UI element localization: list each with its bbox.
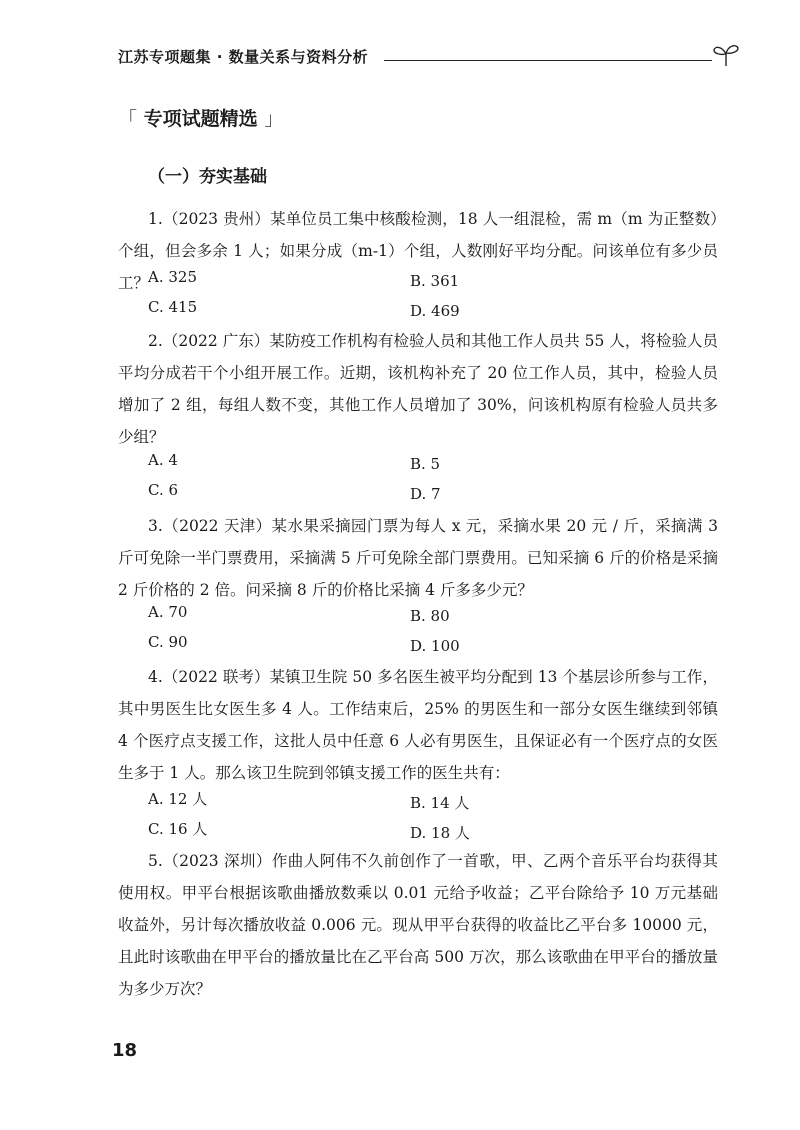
question-3: 3.（2022 天津）某水果采摘园门票为每人 x 元，采摘水果 20 元 / 斤，采摘满 3 斤可免除一半门票费用，采摘满 5 斤可免除全部门票费用。已知采摘 6 斤的价格是采摘 2 斤价格的 2 倍。问采摘 8 斤的价格比采摘 4 斤多多少元？ xyxy=(118,517,718,599)
options-q2 xyxy=(148,451,648,511)
option-c: C. 90 xyxy=(148,633,188,651)
bracket-close: 」 xyxy=(264,108,284,130)
question-4: 4.（2022 联考）某镇卫生院 50 多名医生被平均分配到 13 个基层诊所参与工作，其中男医生比女医生多 4 人。工作结束后，25% 的男医生和一部分女医生继续到邻镇 4 个医疗点支援工作，这批人员中任意 6 人必有男医生，且保证必有一个医疗点的女医生多于 1 人。那么该卫生院到邻镇支援工作的医生共有： xyxy=(118,668,718,782)
option-d: D. 100 xyxy=(410,637,460,655)
running-header xyxy=(118,42,738,72)
option-a: A. 12 人 xyxy=(148,790,208,808)
option-a: A. 4 xyxy=(148,451,178,469)
question-2: 2.（2022 广东）某防疫工作机构有检验人员和其他工作人员共 55 人，将检验人员平均分成若干个小组开展工作。近期，该机构补充了 20 位工作人员，其中，检验人员增加了 2 组，每组人数不变，其他工作人员增加了 30%，问该机构原有检验人员共多少组？ xyxy=(118,332,718,446)
subsection-title: （一）夯实基础 xyxy=(148,167,267,187)
page-number: 18 xyxy=(112,1040,138,1061)
options-q1 xyxy=(148,268,648,328)
header-title: 江苏专项题集 · 数量关系与资料分析 xyxy=(118,48,369,66)
option-b: B. 80 xyxy=(410,607,450,625)
option-d: D. 469 xyxy=(410,302,460,320)
option-c: C. 6 xyxy=(148,481,179,499)
options-q3 xyxy=(148,603,648,663)
option-b: B. 361 xyxy=(410,272,460,290)
question-1: 1.（2023 贵州）某单位员工集中核酸检测，18 人一组混检，需 m（m 为正整数）个组，但会多余 1 人；如果分成（m-1）个组，人数刚好平均分配。问该单位有多少员工？ xyxy=(118,210,718,292)
option-a: A. 325 xyxy=(148,268,197,286)
bracket-open: 「 xyxy=(118,108,138,130)
option-d: D. 18 人 xyxy=(410,824,470,842)
option-d: D. 7 xyxy=(410,485,441,503)
section-title-text: 专项试题精选 xyxy=(137,108,265,130)
option-c: C. 16 人 xyxy=(148,820,208,838)
question-5: 5.（2023 深圳）作曲人阿伟不久前创作了一首歌，甲、乙两个音乐平台均获得其使用权。甲平台根据该歌曲播放数乘以 0.01 元给予收益；乙平台除给予 10 万元基础收益外，另计每次播放收益 0.006 元。现从甲平台获得的收益比乙平台多 10000 元，且此时该歌曲在甲平台的播放量比在乙平台高 500 万次，那么该歌曲在甲平台的播放量为多少万次？ xyxy=(118,852,718,998)
section-title xyxy=(118,104,283,131)
option-b: B. 5 xyxy=(410,455,441,473)
options-q4 xyxy=(148,788,648,848)
header-rule xyxy=(384,60,712,61)
option-a: A. 70 xyxy=(148,603,188,621)
option-c: C. 415 xyxy=(148,298,198,316)
option-b: B. 14 人 xyxy=(410,794,470,812)
sprout-icon xyxy=(712,42,740,68)
